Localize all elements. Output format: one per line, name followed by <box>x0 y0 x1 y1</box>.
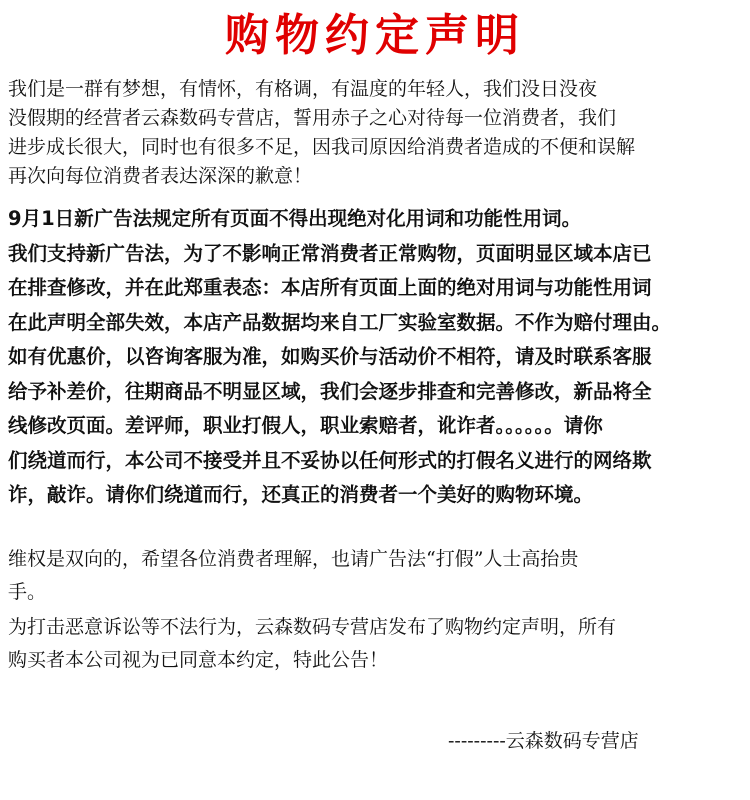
notice-line-1: 为打击恶意诉讼等不法行为，云森数码专营店发布了购物约定声明，所有 <box>8 616 617 638</box>
intro-line-3: 进步成长很大，同时也有很多不足，因我司原因给消费者造成的不便和误解 <box>8 136 636 158</box>
advertising-law-paragraph <box>8 202 671 513</box>
notice-line-2: 购买者本公司视为已同意本约定，特此公告！ <box>8 649 389 671</box>
law-line-7: 线修改页面。差评师，职业打假人，职业索赔者，讹诈者。。。。。。请你 <box>8 414 603 437</box>
law-line-6: 给予补差价，往期商品不明显区域，我们会逐步排查和完善修改，新品将全 <box>8 379 652 403</box>
law-line-4: 在此声明全部失效，本店产品数据均来自工厂实验室数据。不作为赔付理由。 <box>8 310 672 334</box>
intro-line-1: 我们是一群有梦想，有情怀，有格调，有温度的年轻人，我们没日没夜 <box>8 78 598 100</box>
law-line-2: 我们支持新广告法，为了不影响正常消费者正常购物，页面明显区域本店已 <box>8 241 652 265</box>
law-line-3: 在排查修改，并在此郑重表态：本店所有页面上面的绝对用词与功能性用词 <box>8 276 652 299</box>
intro-line-2: 没假期的经营者云森数码专营店，誓用赤子之心对待每一位消费者，我们 <box>8 107 617 129</box>
law-line-5: 如有优惠价，以咨询客服为准，如购买价与活动价不相符，请及时联系客服 <box>8 345 652 368</box>
document-title: 购物约定声明 <box>225 10 525 61</box>
notice-paragraph <box>8 614 616 680</box>
rights-line-1: 维权是双向的，希望各位消费者理解，也请广告法“打假”人士高抬贵 <box>8 548 579 570</box>
law-line-8: 们绕道而行，本公司不接受并且不妥协以任何形式的打假名义进行的网络欺 <box>8 448 652 472</box>
signature: ---------云森数码专营店 <box>448 730 639 752</box>
law-line-9: 诈，敲诈。请你们绕道而行，还真正的消费者一个美好的购物环境。 <box>8 483 594 506</box>
rights-line-2: 手。 <box>8 581 47 603</box>
rights-paragraph <box>8 546 578 612</box>
law-line-1: 9月1日新广告法规定所有页面不得出现绝对化用词和功能性用词。 <box>8 207 582 230</box>
intro-line-4: 再次向每位消费者表达深深的歉意！ <box>8 165 313 187</box>
intro-paragraph <box>8 76 635 192</box>
